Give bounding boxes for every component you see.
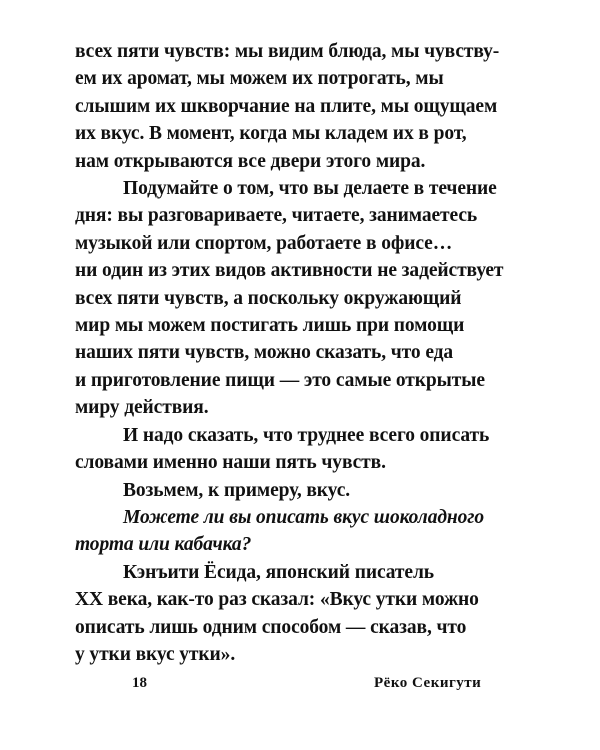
text-line: наших пяти чувств, можно сказать, что еда (75, 342, 454, 364)
body-text (75, 38, 515, 668)
text-line: ем их аромат, мы можем их потрогать, мы (75, 68, 444, 90)
page-footer (0, 675, 600, 699)
text-line: дня: вы разговариваете, читаете, занимаетесь (75, 205, 478, 227)
text-line: мир мы можем постигать лишь при помощи (75, 315, 465, 337)
text-line: всех пяти чувств, а поскольку окружающий (75, 287, 462, 309)
text-line: нам открываются все двери этого мира. (75, 150, 426, 172)
text-line: торта или кабачка? (75, 534, 252, 556)
text-line: ни один из этих видов активности не задействует (75, 260, 504, 282)
text-line: описать лишь одним способом — сказав, что (75, 616, 467, 638)
running-head-author: Рёко Секигути (374, 675, 482, 691)
text-line: Можете ли вы описать вкус шоколадного (123, 506, 485, 528)
text-line: Кэнъити Ёсида, японский писатель (123, 561, 434, 583)
text-line: Возьмем, к примеру, вкус. (123, 479, 351, 501)
text-line: XX века, как-то раз сказал: «Вкус утки можно (75, 589, 479, 611)
text-line: их вкус. В момент, когда мы кладем их в рот, (75, 123, 467, 145)
text-line: всех пяти чувств: мы видим блюда, мы чувству- (75, 41, 500, 62)
text-line: у утки вкус утки». (75, 643, 236, 665)
text-line: миру действия. (75, 397, 209, 419)
text-line: Подумайте о том, что вы делаете в течение (123, 178, 497, 200)
text-line: словами именно наши пять чувств. (75, 452, 386, 474)
page-number: 18 (132, 675, 147, 691)
text-line: музыкой или спортом, работаете в офисе… (75, 232, 453, 254)
text-line: И надо сказать, что труднее всего описать (123, 424, 490, 446)
text-line: и приготовление пищи — это самые открытые (75, 369, 485, 391)
text-line: слышим их шкворчание на плите, мы ощущаем (75, 95, 498, 117)
